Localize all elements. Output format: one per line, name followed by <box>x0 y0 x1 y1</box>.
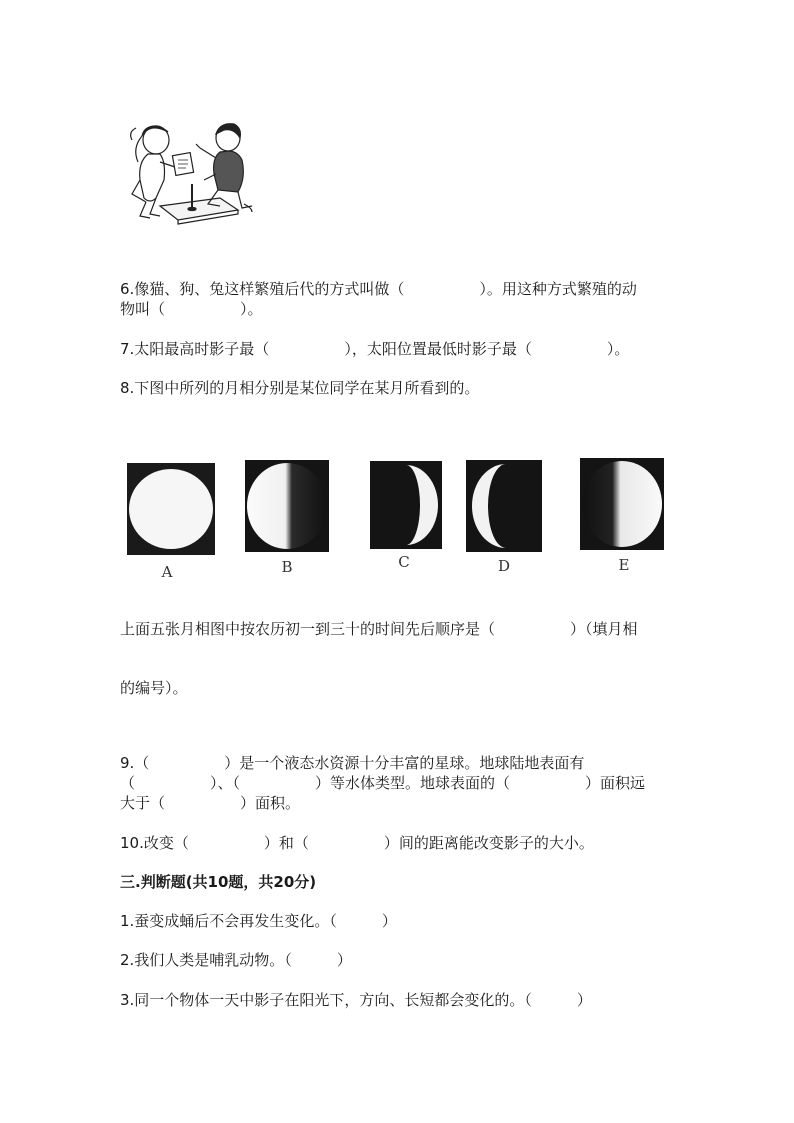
children-shadow-experiment-illustration <box>120 118 260 230</box>
question-8: 8.下图中所列的月相分别是某位同学在某月所看到的。 <box>120 379 480 397</box>
question-9-line-3: 大于（ ）面积。 <box>120 794 301 812</box>
moon-phase-c <box>370 461 442 549</box>
question-7: 7.太阳最高时影子最（ ），太阳位置最低时影子最（ ）。 <box>120 340 630 358</box>
moon-label-b: B <box>281 558 293 576</box>
question-9-line-2: （ ）、（ ）等水体类型。地球表面的（ ）面积远 <box>120 774 646 792</box>
question-8-answer-line-1: 上面五张月相图中按农历初一到三十的时间先后顺序是（ ）（填月相 <box>120 620 638 638</box>
moon-label-a: A <box>161 563 173 581</box>
question-6-line-2: 物叫（ ）。 <box>120 300 263 318</box>
judge-item-1: 1.蚕变成蛹后不会再发生变化。（ ） <box>120 912 397 930</box>
question-10: 10.改变（ ）和（ ）间的距离能改变影子的大小。 <box>120 834 594 852</box>
moon-phase-a <box>127 463 215 555</box>
question-6-line-1: 6.像猫、狗、兔这样繁殖后代的方式叫做（ ）。用这种方式繁殖的动 <box>120 280 637 298</box>
question-9-line-1: 9.（ ）是一个液态水资源十分丰富的星球。地球陆地表面有 <box>120 754 585 772</box>
question-8-answer-line-2: 的编号）。 <box>120 679 188 697</box>
moon-label-e: E <box>618 556 630 574</box>
moon-phase-d <box>466 460 542 552</box>
moon-label-d: D <box>497 557 511 575</box>
moon-label-c: C <box>398 553 410 571</box>
section-3-heading: 三.判断题(共10题，共20分) <box>120 873 317 891</box>
moon-phase-e <box>580 458 664 550</box>
moon-phase-b <box>245 460 329 552</box>
judge-item-3: 3.同一个物体一天中影子在阳光下，方向、长短都会变化的。（ ） <box>120 991 592 1009</box>
judge-item-2: 2.我们人类是哺乳动物。（ ） <box>120 951 352 969</box>
